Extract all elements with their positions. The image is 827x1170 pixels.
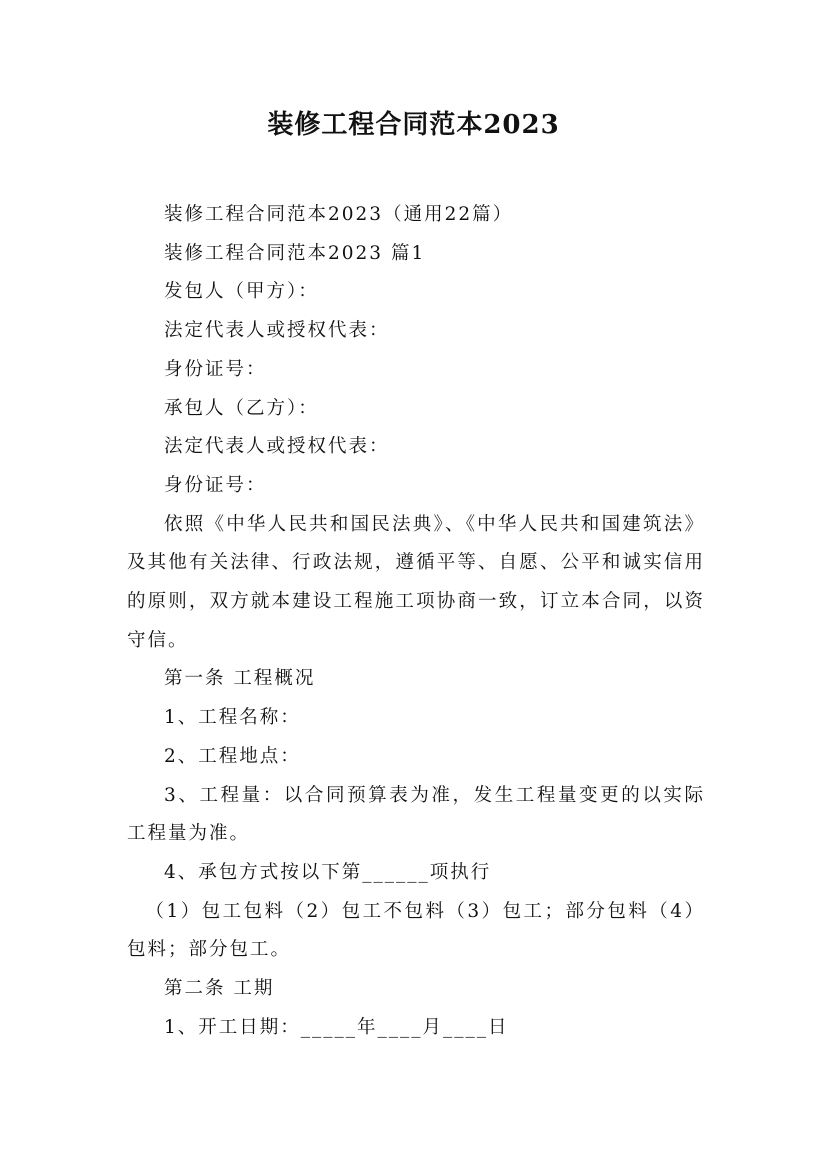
paragraph-section-heading: 装修工程合同范本2023 篇1 <box>164 242 426 264</box>
paragraph-party-b-representative: 法定代表人或授权代表： <box>164 436 390 458</box>
paragraph-project-name: 1、工程名称： <box>164 707 301 729</box>
paragraph-contract-options: （1）包工包料（2）包工不包料（3）包工；部分包料（4）包料；部分包工。 <box>127 900 705 961</box>
document-title: 装修工程合同范本2023 <box>267 110 560 140</box>
paragraph-article-two-heading: 第二条 工期 <box>164 978 275 1000</box>
paragraph-party-b-id: 身份证号： <box>164 474 267 496</box>
paragraph-party-a-id: 身份证号： <box>164 358 267 380</box>
paragraph-legal-basis: 依照《中华人民共和国民法典》、《中华人民共和国建筑法》及其他有关法律、行政法规，遵循平等、自愿、公平和诚实信用的原则，双方就本建设工程施工项协商一致，订立本合同，以资守信。 <box>127 513 705 651</box>
paragraph-start-date: 1、开工日期：_____年____月____日 <box>164 1016 509 1038</box>
paragraph-party-a: 发包人（甲方）： <box>164 281 319 303</box>
document-body <box>127 196 705 1047</box>
paragraph-party-b: 承包人（乙方）： <box>164 397 319 419</box>
paragraph-project-quantity: 3、工程量：以合同预算表为准，发生工程量变更的以实际工程量为准。 <box>127 784 705 845</box>
paragraph-article-one-heading: 第一条 工程概况 <box>164 668 316 690</box>
paragraph-party-a-representative: 法定代表人或授权代表： <box>164 320 390 342</box>
paragraph-subtitle: 装修工程合同范本2023（通用22篇） <box>164 204 514 225</box>
paragraph-contract-method: 4、承包方式按以下第______项执行 <box>164 861 492 883</box>
paragraph-project-location: 2、工程地点： <box>164 745 301 767</box>
